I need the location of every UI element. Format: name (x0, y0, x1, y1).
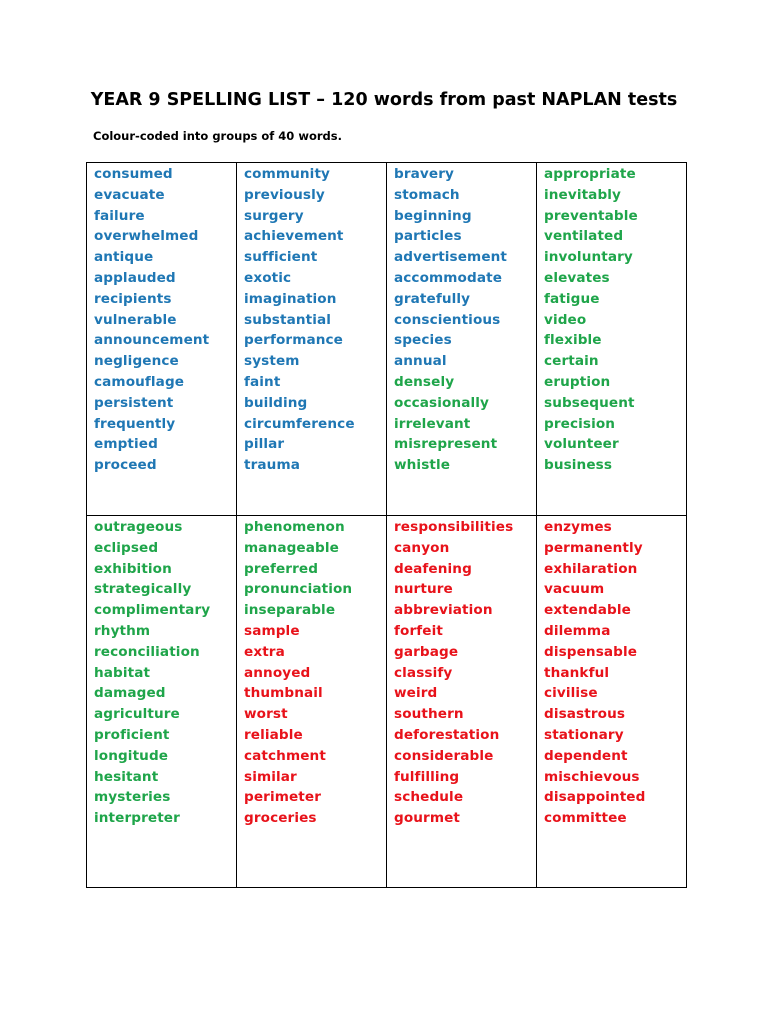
table-cell (237, 163, 387, 516)
spelling-word: rhythm (94, 622, 151, 639)
spelling-word: dilemma (544, 622, 611, 639)
spelling-word: flexible (544, 332, 602, 349)
spelling-word: frequently (94, 415, 176, 432)
spelling-word: similar (244, 768, 297, 785)
spelling-word: announcement (94, 332, 210, 349)
spelling-word: negligence (94, 353, 179, 370)
spelling-word: phenomenon (244, 519, 345, 535)
spelling-word: damaged (94, 685, 166, 702)
spelling-word: densely (394, 373, 455, 390)
spelling-word: appropriate (544, 166, 636, 182)
spelling-word: elevates (544, 269, 610, 286)
spelling-word: imagination (244, 290, 337, 307)
spelling-word: performance (244, 332, 344, 349)
spelling-word: failure (94, 207, 145, 224)
spelling-word: business (544, 457, 613, 474)
table-cell (537, 163, 687, 516)
spelling-word: proceed (94, 457, 157, 474)
word-list (94, 516, 236, 829)
spelling-word: inevitably (544, 186, 622, 203)
spelling-word: evacuate (94, 186, 165, 203)
spelling-word: vacuum (544, 581, 605, 598)
spelling-word: consumed (94, 166, 173, 182)
word-list (244, 516, 386, 829)
spelling-word: involuntary (544, 249, 633, 266)
spelling-word: certain (544, 353, 599, 370)
word-list (544, 516, 686, 829)
spelling-word: previously (244, 186, 325, 203)
spelling-word: hesitant (94, 768, 159, 785)
table-cell (387, 516, 537, 888)
spelling-word: vulnerable (94, 311, 177, 328)
spelling-word: precision (544, 415, 616, 432)
spelling-word: building (244, 394, 308, 411)
spelling-word: annoyed (244, 664, 311, 681)
spelling-word: responsibilities (394, 519, 514, 535)
spelling-word: circumference (244, 415, 355, 432)
spelling-word: particles (394, 228, 462, 245)
spelling-word: surgery (244, 207, 304, 224)
spelling-word: thankful (544, 664, 610, 681)
spelling-word: longitude (94, 747, 169, 764)
spelling-word: misrepresent (394, 436, 498, 453)
spelling-word: bravery (394, 166, 454, 182)
spelling-word: agriculture (94, 706, 180, 723)
spelling-word: thumbnail (244, 685, 323, 702)
spelling-word: gourmet (394, 810, 461, 827)
spelling-word: whistle (394, 457, 451, 474)
word-list (94, 163, 236, 476)
table-cell (237, 516, 387, 888)
spelling-word: deafening (394, 560, 472, 577)
spelling-word: substantial (244, 311, 332, 328)
spelling-word: interpreter (94, 810, 180, 827)
spelling-word: civilise (544, 685, 598, 702)
spelling-word: exotic (244, 269, 292, 286)
spelling-word: sufficient (244, 249, 318, 266)
spelling-word: perimeter (244, 789, 322, 806)
spelling-word: extra (244, 643, 285, 660)
spelling-word: canyon (394, 539, 450, 556)
spelling-word: reconciliation (94, 643, 200, 660)
table-cell (387, 163, 537, 516)
spelling-word: strategically (94, 581, 192, 598)
spelling-word: fatigue (544, 290, 600, 307)
document-title: YEAR 9 SPELLING LIST – 120 words from past NAPLAN tests (90, 90, 678, 110)
table-cell (537, 516, 687, 888)
spelling-word: stomach (394, 186, 460, 203)
spelling-word: stationary (544, 726, 624, 743)
table-row (87, 163, 687, 516)
spelling-word: gratefully (394, 290, 471, 307)
spelling-word: volunteer (544, 436, 619, 453)
spelling-word: exhibition (94, 560, 172, 577)
spelling-word: inseparable (244, 602, 336, 619)
spelling-word: extendable (544, 602, 631, 619)
spelling-word: mischievous (544, 768, 640, 785)
spelling-word: accommodate (394, 269, 503, 286)
spelling-word: proficient (94, 726, 170, 743)
spelling-word: disastrous (544, 706, 626, 723)
word-list (544, 163, 686, 476)
spelling-word: faint (244, 373, 281, 390)
spelling-word: complimentary (94, 602, 211, 619)
spelling-word: irrelevant (394, 415, 471, 432)
spelling-word: trauma (244, 457, 300, 474)
spelling-word: emptied (94, 436, 158, 453)
spelling-word: southern (394, 706, 464, 723)
spelling-word: disappointed (544, 789, 646, 806)
spelling-word: conscientious (394, 311, 501, 328)
spelling-word: garbage (394, 643, 459, 660)
spelling-word: preventable (544, 207, 638, 224)
spelling-word: overwhelmed (94, 228, 199, 245)
spelling-word: groceries (244, 810, 317, 827)
word-list (394, 516, 536, 829)
spelling-word: considerable (394, 747, 494, 764)
spelling-word: eclipsed (94, 539, 159, 556)
spelling-word: habitat (94, 664, 151, 681)
spelling-word: worst (244, 706, 288, 723)
spelling-word: achievement (244, 228, 344, 245)
spelling-word: enzymes (544, 519, 612, 535)
table-row (87, 516, 687, 888)
spelling-table (86, 162, 687, 888)
spelling-word: pillar (244, 436, 285, 453)
spelling-word: abbreviation (394, 602, 493, 619)
spelling-word: dispensable (544, 643, 638, 660)
spelling-word: weird (394, 685, 438, 702)
spelling-word: classify (394, 664, 453, 681)
spelling-word: pronunciation (244, 581, 353, 598)
spelling-word: advertisement (394, 249, 508, 266)
spelling-word: subsequent (544, 394, 635, 411)
spelling-word: community (244, 166, 331, 182)
spelling-word: mysteries (94, 789, 171, 806)
word-list (244, 163, 386, 476)
word-list (394, 163, 536, 476)
spelling-word: system (244, 353, 300, 370)
spelling-word: sample (244, 622, 300, 639)
spelling-word: persistent (94, 394, 174, 411)
table-cell (87, 516, 237, 888)
spelling-word: manageable (244, 539, 339, 556)
spelling-word: camouflage (94, 373, 185, 390)
spelling-word: ventilated (544, 228, 624, 245)
spelling-word: eruption (544, 373, 611, 390)
spelling-word: video (544, 311, 587, 328)
spelling-word: preferred (244, 560, 319, 577)
spelling-word: reliable (244, 726, 303, 743)
spelling-word: annual (394, 353, 447, 370)
spelling-word: outrageous (94, 519, 183, 535)
spelling-word: catchment (244, 747, 326, 764)
spelling-word: occasionally (394, 394, 489, 411)
spelling-word: beginning (394, 207, 472, 224)
document-subtitle: Colour-coded into groups of 40 words. (93, 129, 342, 143)
spelling-word: permanently (544, 539, 643, 556)
spelling-word: committee (544, 810, 627, 827)
spelling-word: exhilaration (544, 560, 638, 577)
spelling-word: deforestation (394, 726, 500, 743)
spelling-word: forfeit (394, 622, 443, 639)
spelling-word: fulfilling (394, 768, 460, 785)
spelling-word: recipients (94, 290, 172, 307)
spelling-word: schedule (394, 789, 464, 806)
spelling-word: dependent (544, 747, 628, 764)
spelling-word: antique (94, 249, 154, 266)
spelling-word: nurture (394, 581, 453, 598)
spelling-word: applauded (94, 269, 176, 286)
spelling-word: species (394, 332, 452, 349)
table-cell (87, 163, 237, 516)
